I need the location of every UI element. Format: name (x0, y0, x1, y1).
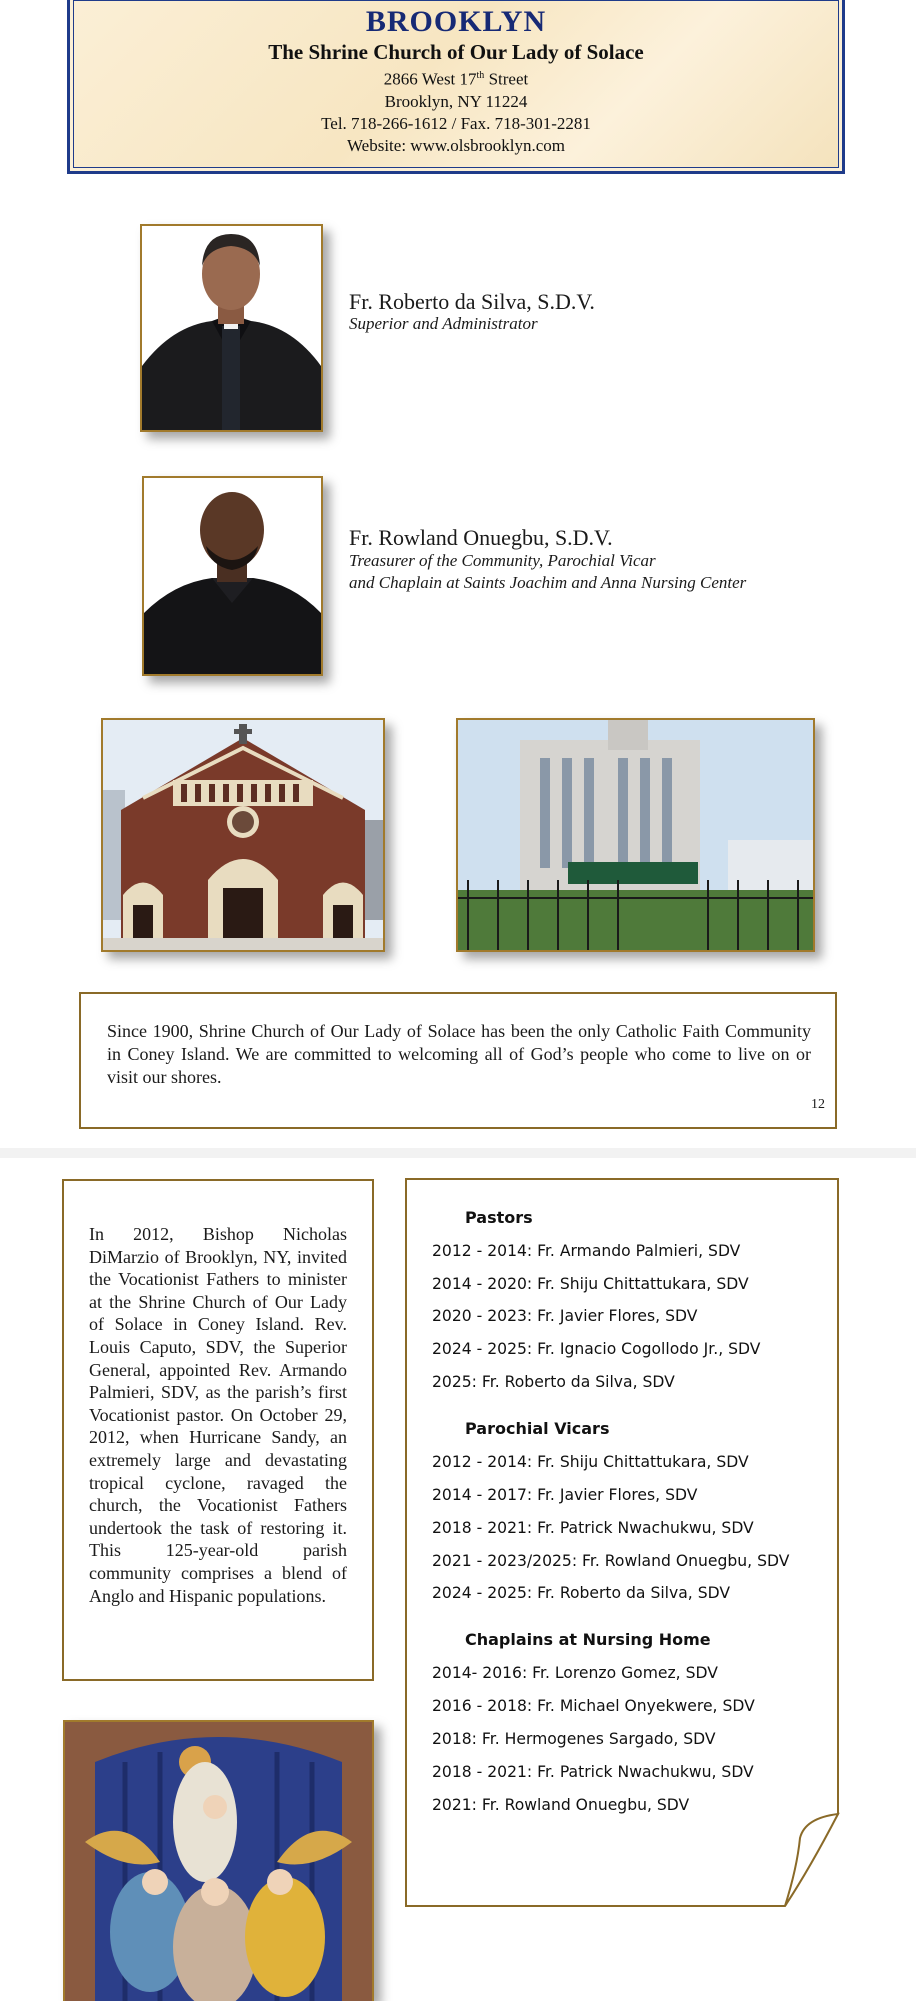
list-item: 2016 - 2018: Fr. Michael Onyekwere, SDV (432, 1697, 755, 1715)
history-text: In 2012, Bishop Nicholas DiMarzio of Brooklyn, NY, invited the Vocationist Fathers to minister at the Shrine Church of Our Lady of Solace in Coney Island. Rev. Louis Caputo, SDV, the Superior General, appointed Rev. Armando Palmieri, SDV, as the parish’s first Vocationist pastor. On October 29, 2012, when Hurricane Sandy, an extremely large and devastating tropical cyclone, ravaged the church, the Vocationist Fathers undertook the task of restoring it. This 125-year-old parish community comprises a blend of Anglo and Hispanic populations. (89, 1224, 347, 1606)
header-banner (67, 0, 845, 174)
list-item: 2021 - 2023/2025: Fr. Rowland Onuegbu, SDV (432, 1552, 790, 1570)
church-building-photo (101, 718, 385, 952)
church-name: The Shrine Church of Our Lady of Solace (268, 40, 644, 64)
list-item: 2024 - 2025: Fr. Roberto da Silva, SDV (432, 1584, 731, 1602)
clergy-list-panel (405, 1178, 840, 1908)
list-item: 2024 - 2025: Fr. Ignacio Cogollodo Jr., SDV (432, 1340, 761, 1358)
intro-text: Since 1900, Shrine Church of Our Lady of Solace has been the only Catholic Faith Community in Coney Island. We are committed to welcoming all of God’s people who come to live on or visit our shores. (107, 1021, 811, 1087)
list-item: 2014 - 2020: Fr. Shiju Chittattukara, SDV (432, 1275, 749, 1293)
header-city: BROOKLYN (365, 5, 547, 38)
pastors-heading: Pastors (465, 1208, 533, 1227)
priest-photo-roberto (140, 224, 323, 432)
list-item: 2018 - 2021: Fr. Patrick Nwachukwu, SDV (432, 1763, 754, 1781)
church-city-zip: Brooklyn, NY 11224 (384, 91, 528, 111)
page-separator (0, 1148, 916, 1158)
list-item: 2018 - 2021: Fr. Patrick Nwachukwu, SDV (432, 1519, 754, 1537)
priest-role-rowland-2: and Chaplain at Saints Joachim and Anna Nursing Center (349, 573, 747, 592)
history-box (62, 1179, 374, 1681)
intro-box (79, 992, 837, 1129)
vicars-heading: Parochial Vicars (465, 1419, 610, 1438)
chaplains-heading: Chaplains at Nursing Home (465, 1630, 711, 1649)
list-item: 2012 - 2014: Fr. Shiju Chittattukara, SDV (432, 1453, 749, 1471)
church-address: 2866 West 17th Street (383, 69, 529, 89)
list-item: 2012 - 2014: Fr. Armando Palmieri, SDV (432, 1242, 741, 1260)
list-item: 2025: Fr. Roberto da Silva, SDV (432, 1373, 675, 1391)
priest-photo-rowland (142, 476, 323, 676)
church-phone: Tel. 718-266-1612 / Fax. 718-301-2281 (321, 113, 591, 133)
priest-name-roberto: Fr. Roberto da Silva, S.D.V. (349, 289, 595, 314)
priest-role-rowland-1: Treasurer of the Community, Parochial Vicar (349, 551, 656, 570)
priest-role-roberto: Superior and Administrator (349, 314, 538, 333)
nursing-center-photo (456, 718, 815, 952)
list-item: 2020 - 2023: Fr. Javier Flores, SDV (432, 1307, 698, 1325)
list-item: 2014 - 2017: Fr. Javier Flores, SDV (432, 1486, 698, 1504)
statue-photo (63, 1720, 374, 2001)
list-item: 2014- 2016: Fr. Lorenzo Gomez, SDV (432, 1664, 718, 1682)
list-item: 2021: Fr. Rowland Onuegbu, SDV (432, 1796, 690, 1814)
priest-name-rowland: Fr. Rowland Onuegbu, S.D.V. (349, 525, 613, 550)
list-item: 2018: Fr. Hermogenes Sargado, SDV (432, 1730, 716, 1748)
page-number: 12 (811, 1097, 825, 1112)
church-website: Website: www.olsbrooklyn.com (346, 135, 566, 155)
